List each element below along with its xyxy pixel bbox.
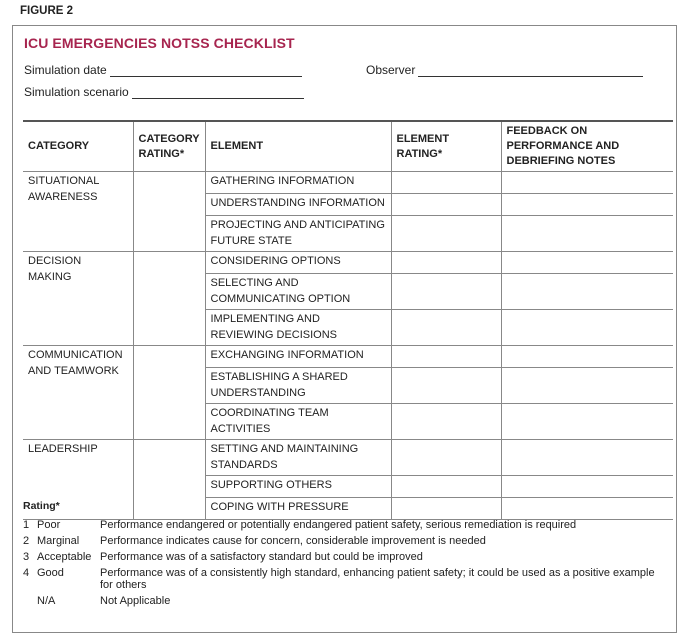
simulation-date-line[interactable]: [110, 63, 302, 77]
element-rating-cell[interactable]: [391, 252, 501, 274]
element-rating-cell[interactable]: [391, 310, 501, 346]
element-rating-cell[interactable]: [391, 346, 501, 368]
category-rating-cell[interactable]: [133, 252, 205, 346]
simulation-date-label: Simulation date: [24, 63, 107, 77]
element-rating-cell[interactable]: [391, 172, 501, 194]
table-header-row: [23, 121, 673, 172]
checklist-title: ICU EMERGENCIES NOTSS CHECKLIST: [24, 35, 295, 51]
rating-number: 3: [23, 551, 30, 563]
element-cell: PROJECTING AND ANTICIPATING FUTURE STATE: [205, 216, 391, 252]
rating-level: Poor: [37, 519, 61, 531]
observer-field: [366, 63, 643, 77]
rating-key-item: [23, 567, 670, 591]
rating-key-item: [23, 519, 670, 531]
category-cell: DECISION MAKING: [23, 252, 133, 346]
simulation-scenario-label: Simulation scenario: [24, 85, 129, 99]
header-element-rating: ELEMENT RATING*: [391, 121, 501, 172]
element-cell: SELECTING AND COMMUNICATING OPTION: [205, 274, 391, 310]
element-rating-cell[interactable]: [391, 368, 501, 404]
rating-level: Acceptable: [37, 551, 92, 563]
feedback-cell[interactable]: [501, 274, 673, 310]
category-cell: LEADERSHIP: [23, 440, 133, 520]
element-cell: IMPLEMENTING AND REVIEWING DECISIONS: [205, 310, 391, 346]
table-row: [23, 440, 673, 476]
element-rating-cell[interactable]: [391, 274, 501, 310]
notss-checklist-table: [23, 120, 673, 520]
feedback-cell[interactable]: [501, 216, 673, 252]
rating-key: [23, 500, 670, 611]
element-cell: GATHERING INFORMATION: [205, 172, 391, 194]
element-rating-cell[interactable]: [391, 404, 501, 440]
header-feedback: FEEDBACK ON PERFORMANCE AND DEBRIEFING NOTES: [501, 121, 673, 172]
category-cell: COMMUNICATION AND TEAMWORK: [23, 346, 133, 440]
rating-key-item: [23, 595, 670, 607]
observer-line[interactable]: [418, 63, 643, 77]
feedback-cell[interactable]: [501, 194, 673, 216]
feedback-cell[interactable]: [501, 252, 673, 274]
rating-description: Performance was of a consistently high standard, enhancing patient safety; it could be used as a positive example for others: [100, 567, 655, 591]
feedback-cell[interactable]: [501, 368, 673, 404]
header-element: ELEMENT: [205, 121, 391, 172]
feedback-cell[interactable]: [501, 440, 673, 476]
rating-number: [23, 595, 37, 607]
element-cell: COORDINATING TEAM ACTIVITIES: [205, 404, 391, 440]
figure-label: FIGURE 2: [20, 5, 74, 17]
header-category: CATEGORY: [23, 121, 133, 172]
element-cell: UNDERSTANDING INFORMATION: [205, 194, 391, 216]
rating-level: N/A: [37, 595, 56, 607]
element-cell: EXCHANGING INFORMATION: [205, 346, 391, 368]
element-rating-cell[interactable]: [391, 194, 501, 216]
element-cell: CONSIDERING OPTIONS: [205, 252, 391, 274]
table-row: [23, 252, 673, 274]
element-cell: ESTABLISHING A SHARED UNDERSTANDING: [205, 368, 391, 404]
simulation-scenario-field: [24, 85, 304, 99]
feedback-cell[interactable]: [501, 346, 673, 368]
header-category-rating: CATEGORY RATING*: [133, 121, 205, 172]
rating-key-item: [23, 535, 670, 547]
feedback-cell[interactable]: [501, 476, 673, 498]
element-cell: SETTING AND MAINTAINING STANDARDS: [205, 440, 391, 476]
table-row: [23, 172, 673, 194]
simulation-scenario-line[interactable]: [132, 85, 304, 99]
rating-description: Performance endangered or potentially endangered patient safety, serious remediation is required: [100, 519, 577, 531]
element-cell: SUPPORTING OTHERS: [205, 476, 391, 498]
rating-number: 1: [23, 519, 30, 531]
rating-number: 4: [23, 567, 30, 579]
element-rating-cell[interactable]: [391, 440, 501, 476]
rating-level: Good: [37, 567, 64, 579]
rating-number: 2: [23, 535, 30, 547]
element-rating-cell[interactable]: [391, 476, 501, 498]
category-rating-cell[interactable]: [133, 172, 205, 252]
rating-description: Not Applicable: [100, 595, 171, 607]
rating-key-item: [23, 551, 670, 563]
category-rating-cell[interactable]: [133, 346, 205, 440]
element-cell: COPING WITH PRESSURE: [205, 498, 391, 520]
observer-label: Observer: [366, 63, 416, 77]
rating-description: Performance indicates cause for concern, considerable improvement is needed: [100, 535, 486, 547]
feedback-cell[interactable]: [501, 310, 673, 346]
table-row: [23, 346, 673, 368]
rating-level: Marginal: [37, 535, 80, 547]
rating-description: Performance was of a satisfactory standard but could be improved: [100, 551, 423, 563]
category-cell: SITUATIONAL AWARENESS: [23, 172, 133, 252]
simulation-date-field: [24, 63, 302, 77]
element-rating-cell[interactable]: [391, 216, 501, 252]
feedback-cell[interactable]: [501, 172, 673, 194]
rating-key-heading: Rating*: [23, 500, 60, 512]
feedback-cell[interactable]: [501, 404, 673, 440]
